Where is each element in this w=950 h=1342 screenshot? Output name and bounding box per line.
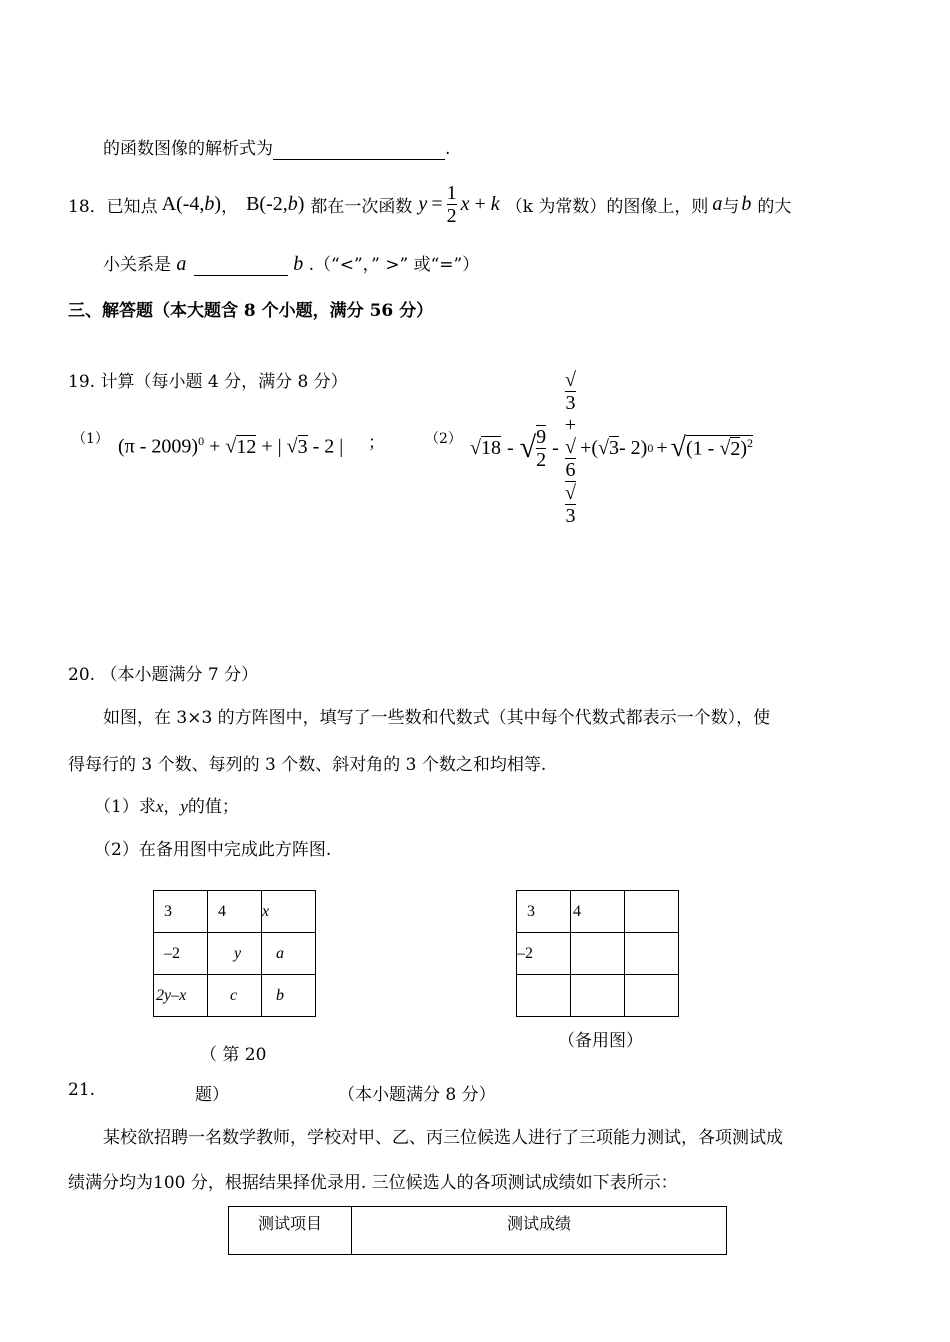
q20-backup-grid <box>516 890 679 1017</box>
q20-main-caption: （ 第 20 <box>200 1045 267 1065</box>
q21-score-table <box>228 1206 727 1255</box>
q20-title: 20. （本小题满分 7 分） <box>68 665 259 685</box>
q21-body-line1: 某校欲招聘一名数学教师，学校对甲、乙、丙三位候选人进行了三项能力测试，各项测试成 <box>103 1128 783 1148</box>
grid-cell: –2 <box>154 933 208 975</box>
q19-part2-expr: √ 18 - √ $\frac{9}{2}$ - √ 3 + √ 6 √ 3 +( √ 3 - 2) 0 + √ (1 - √2)$^2$ <box>470 369 753 527</box>
q19-part1-label: （1） <box>72 431 109 447</box>
table-header-cell: 测试项目 <box>229 1207 352 1255</box>
grid-cell: c <box>208 975 262 1017</box>
q18-line1 <box>68 180 791 228</box>
grid-row <box>154 891 316 933</box>
q18-b: b <box>741 192 752 215</box>
q17-answer-blank[interactable] <box>273 139 445 160</box>
q18-yu: 与 <box>722 196 740 217</box>
grid-cell[interactable] <box>625 975 679 1017</box>
q18-line2-b: b <box>293 253 304 275</box>
q18-text2: 都在一次函数 <box>310 196 413 217</box>
q20-backup-caption: （备用图） <box>558 1031 643 1051</box>
grid-row <box>154 933 316 975</box>
table-row <box>229 1207 727 1255</box>
grid-cell: y <box>208 933 262 975</box>
q18-sep: ， <box>221 196 239 217</box>
grid-cell[interactable] <box>625 933 679 975</box>
grid-cell: a <box>262 933 316 975</box>
q18-point-b: B(-2,b) <box>246 192 305 215</box>
q18-text1: 已知点 <box>106 196 158 217</box>
grid-cell: 3 <box>517 891 571 933</box>
table-header-cell: 测试成绩 <box>352 1207 727 1255</box>
q18-line2-a: a <box>176 253 187 275</box>
q18-eq: = <box>431 192 443 215</box>
q20-main-grid <box>153 890 316 1017</box>
q20-body-line2: 得每行的 3 个数、每列的 3 个数、斜对角的 3 个数之和均相等. <box>68 755 547 775</box>
q19-title: 19. 计算（每小题 4 分，满分 8 分） <box>68 372 348 392</box>
q18-x: x <box>460 192 470 215</box>
q19-part1-expr: (π - 2009)$^0$ + √12 + | √3 - 2 | <box>118 434 344 458</box>
q21-title: （本小题满分 8 分） <box>338 1085 496 1105</box>
q18-y: y <box>418 192 428 215</box>
grid-cell: b <box>262 975 316 1017</box>
q18-fraction: $\frac{1}{2}$ <box>446 181 457 227</box>
q18-answer-blank[interactable] <box>194 255 288 276</box>
q17-tail-end: . <box>445 139 451 159</box>
q19-part1-semi: ； <box>368 433 385 453</box>
grid-row <box>517 891 679 933</box>
q18-paren: （k 为常数）的图像上，则 <box>505 196 709 217</box>
q20-body-line1: 如图，在 3×3 的方阵图中，填写了一些数和代数式（其中每个代数式都表示一个数），使 <box>103 708 771 728</box>
q17-tail-text: 的函数图像的解析式为 <box>103 139 273 159</box>
q19-part2-label: （2） <box>425 431 462 447</box>
grid-cell: x <box>262 891 316 933</box>
q21-body-line2: 绩满分均为100 分，根据结果择优录用. 三位候选人的各项测试成绩如下表所示： <box>68 1173 678 1193</box>
q18-a: a <box>712 192 723 215</box>
q18-plus: + <box>474 192 486 215</box>
grid-cell: –2 <box>517 933 571 975</box>
q18-point-a: A(-4,b) <box>161 192 222 215</box>
grid-row <box>517 975 679 1017</box>
grid-cell: 2y–x <box>154 975 208 1017</box>
q20-sub2: （2）在备用图中完成此方阵图. <box>94 840 332 860</box>
q18-text3: 的大 <box>757 196 792 217</box>
q18-line2 <box>103 250 479 276</box>
q18-k: k <box>490 192 500 215</box>
q18-number: 18． <box>68 196 107 217</box>
grid-cell[interactable] <box>517 975 571 1017</box>
q21-number: 21. <box>68 1080 96 1100</box>
grid-cell: 4 <box>208 891 262 933</box>
q17-tail-line <box>103 134 450 160</box>
q18-line2-end: .（“<”，” >” 或“=”） <box>308 255 480 275</box>
grid-cell: 3 <box>154 891 208 933</box>
q18-line2-start: 小关系是 <box>103 255 171 275</box>
q20-sub1: （1）求x，y的值； <box>94 797 239 817</box>
grid-cell[interactable] <box>625 891 679 933</box>
q20-main-caption-2: 题） <box>195 1085 229 1105</box>
grid-cell[interactable] <box>571 933 625 975</box>
grid-row <box>517 933 679 975</box>
grid-row <box>154 975 316 1017</box>
grid-cell[interactable] <box>571 975 625 1017</box>
section-3-title: 三、解答题（本大题含 8 个小题，满分 56 分） <box>68 301 434 321</box>
grid-cell: 4 <box>571 891 625 933</box>
